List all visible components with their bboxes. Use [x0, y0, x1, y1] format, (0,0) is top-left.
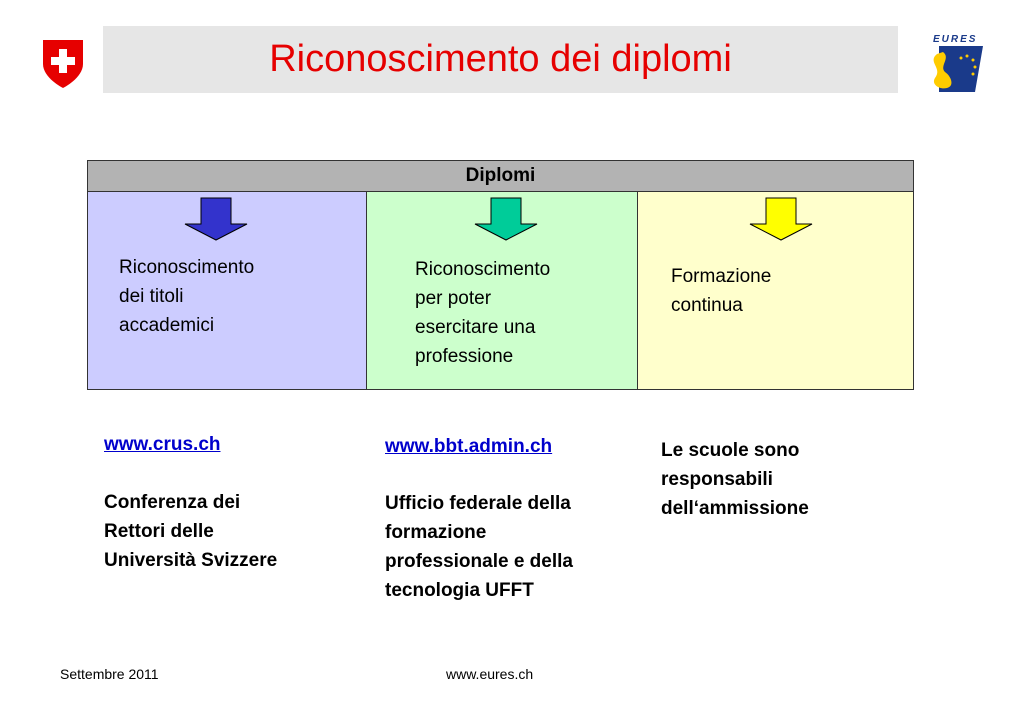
crus-description: Conferenza dei Rettori delle Università Svizzere [104, 492, 278, 571]
column-text: Formazione continua [671, 266, 772, 316]
crus-link[interactable]: www.crus.ch [104, 434, 221, 455]
column-text: Riconoscimento per poter esercitare una professione [415, 259, 551, 367]
swiss-cross-icon [43, 40, 83, 88]
eures-logo [925, 32, 985, 98]
arrow-down-icon [748, 197, 814, 241]
svg-text:EURES: EURES [933, 34, 978, 45]
footer-url: www.eures.ch [446, 666, 534, 682]
arrow-down-icon [183, 197, 249, 241]
column-text: Riconoscimento dei titoli accademici [119, 257, 255, 336]
scuole-description: Le scuole sono responsabili dell‘ammissione [661, 440, 809, 519]
page-title: Riconoscimento dei diplomi [269, 38, 732, 80]
footer-date: Settembre 2011 [60, 666, 159, 682]
bbt-description: Ufficio federale della formazione professionale e della tecnologia UFFT [385, 493, 573, 601]
arrow-down-icon [473, 197, 539, 241]
table-header: Diplomi [88, 161, 913, 192]
bbt-link[interactable]: www.bbt.admin.ch [385, 436, 553, 457]
